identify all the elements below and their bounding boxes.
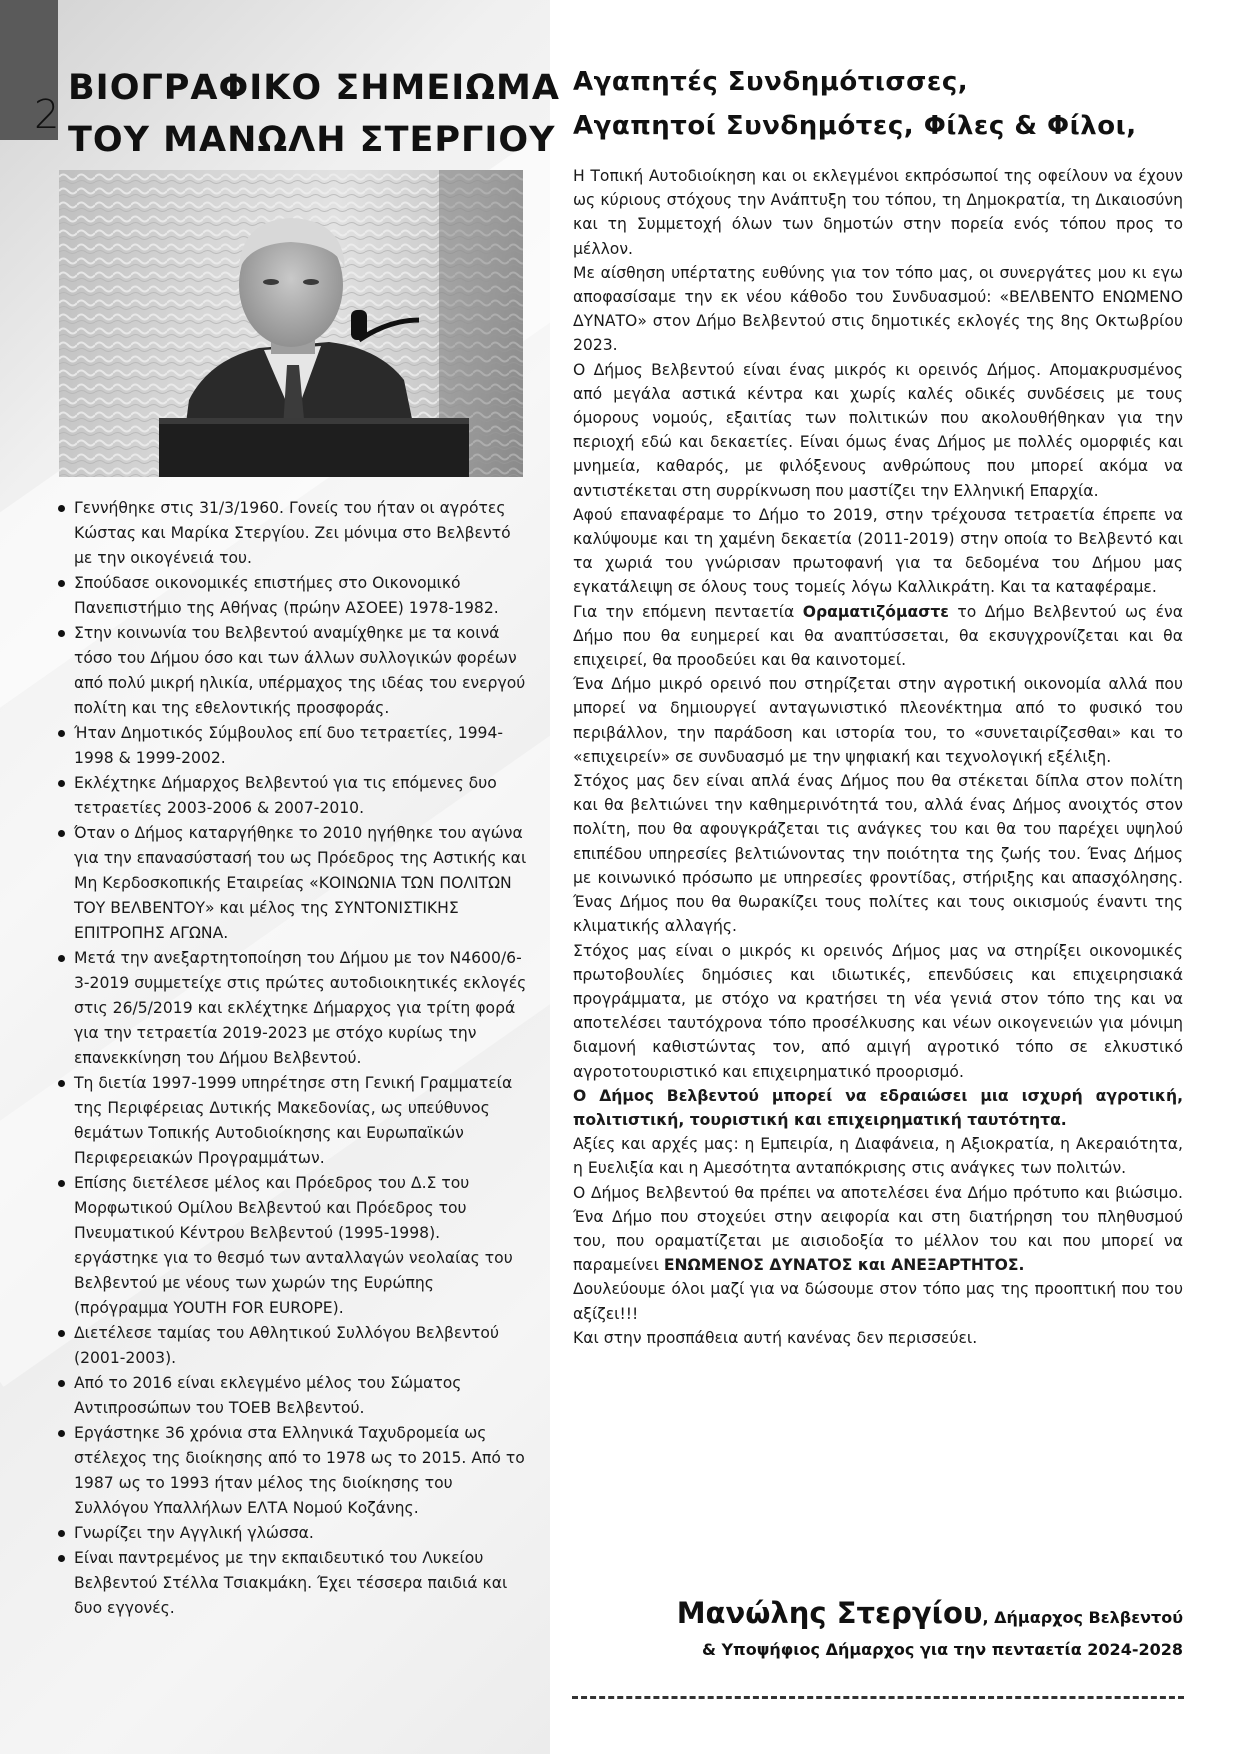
- letter-paragraph: Αφού επαναφέραμε το Δήμο το 2019, στην τρέχουσα τετραετία έπρεπε να καλύψουμε και τη χαμένη δεκαετία (2011-2019) στην οποία το Βελβεντό και τα χωριά του γνώρισαν πρωτοφανή για τα δεδομένα του Δήμου μας εγκατάλειψη σε όλους τους τομείς λόγω Καλλικράτη. Και τα καταφέραμε.: [573, 505, 1183, 597]
- signature: [573, 1596, 1183, 1659]
- letter-paragraph: Η Τοπική Αυτοδιοίκηση και οι εκλεγμένοι εκπρόσωποί της οφείλουν να έχουν ως κύριους στόχους την Ανάπτυξη του τόπου, τη Δημοκρατία, τη Δικαιοσύνη και τη Συμμετοχή όλων των δημοτών στην πορεία ενός τόπου προς το μέλλον.: [573, 167, 1183, 258]
- page-number: 2: [34, 92, 60, 138]
- signature-role: , Δήμαρχος Βελβεντού: [982, 1608, 1183, 1627]
- letter-paragraph: [573, 1181, 1183, 1278]
- letter-emphasis: ΕΝΩΜΕΝΟΣ ΔΥΝΑΤΟΣ και ΑΝΕΞΑΡΤΗΤΟΣ.: [663, 1256, 1025, 1275]
- bio-item: Διετέλεσε ταμίας του Αθλητικού Συλλόγου Βελβεντού (2001-2003).: [58, 1321, 528, 1371]
- letter-text: το Δήμο Βελβεντού ως ένα Δήμο που θα ευημερεί και θα αναπτύσσεται, θα εκσυγχρονίζεται και θα επιχειρεί, θα προοδεύει και θα καινοτομεί.: [573, 602, 1183, 670]
- bio-item: Σπούδασε οικονομικές επιστήμες στο Οικονομικό Πανεπιστήμιο της Αθήνας (πρώην ΑΣΟΕΕ) 1978-1982.: [58, 571, 528, 621]
- letter-paragraph: Ο Δήμος Βελβεντού είναι ένας μικρός κι ορεινός Δήμος. Απομακρυσμένος από μεγάλα αστικά κέντρα και χωρίς καλές οδικές συνδέσεις με τους όμορους νομούς, εξαιτίας των πολιτικών που ακολουθήθηκαν για την περιοχή εδώ και δεκαετίες. Είναι όμως ένας Δήμος με πολλές ομορφιές και μνημεία, καθαρός, με φιλόξενους ανθρώπους που μπορεί ακόμα να αντιστέκεται στη συρρίκνωση που μαστίζει την Ελληνική Επαρχία.: [573, 360, 1183, 500]
- bio-item: Από το 2016 είναι εκλεγμένο μέλος του Σώματος Αντιπροσώπων του ΤΟΕΒ Βελβεντού.: [58, 1371, 528, 1421]
- letter-greeting: [573, 60, 1183, 148]
- bio-title-line-1: ΒΙΟΓΡΑΦΙΚΟ ΣΗΜΕΙΩΜΑ: [68, 68, 560, 108]
- letter-paragraph: Και στην προσπάθεια αυτή κανένας δεν περισσεύει.: [573, 1328, 978, 1347]
- bio-item: Γνωρίζει την Αγγλική γλώσσα.: [58, 1521, 528, 1546]
- letter-text: Ο Δήμος Βελβεντού θα πρέπει να αποτελέσει ένα Δήμο πρότυπο και βιώσιμο. Ένα Δήμο που στοχεύει στην αειφορία και στη διατήρηση του πληθυσμού του, που οραματίζεται με αισιοδοξία το μέλλον του και που μπορεί να παραμείνει: [573, 1183, 1183, 1275]
- letter-paragraph: [573, 600, 1183, 673]
- letter-column: [573, 60, 1183, 1350]
- bio-item: Όταν ο Δήμος καταργήθηκε το 2010 ηγήθηκε του αγώνα για την επανασύστασή του ως Πρόεδρος της Αστικής και Μη Κερδοσκοπικής Εταιρείας «ΚΟΙΝΩΝΙΑ ΤΩΝ ΠΟΛΙΤΩΝ ΤΟΥ ΒΕΛΒΕΝΤΟΥ» και μέλος της ΣΥΝΤΟΝΙΣΤΙΚΗΣ ΕΠΙΤΡΟΠΗΣ ΑΓΩΝΑ.: [58, 821, 528, 946]
- signature-candidacy: & Υποψήφιος Δήμαρχος για την πενταετία 2024-2028: [701, 1640, 1183, 1659]
- letter-emphasis: Οραματιζόμαστε: [802, 602, 949, 621]
- bio-title-line-2: ΤΟΥ ΜΑΝΩΛΗ ΣΤΕΡΓΙΟΥ: [68, 120, 556, 160]
- greeting-line-1: Αγαπητές Συνδημότισσες,: [573, 67, 969, 97]
- letter-body: [573, 164, 1183, 1350]
- bio-title: [68, 62, 560, 166]
- letter-paragraph: Στόχος μας είναι ο μικρός κι ορεινός Δήμος μας να στηρίξει οικονομικές πρωτοβουλίες δημόσιες και ιδιωτικές, επενδύσεις και επιχειρησιακά προγράμματα, με στόχο να κρατήσει τη νέα γενιά στον τόπο της και να αποτελέσει ταυτόχρονα τόπο προσέλκυσης και νέων οικογενειών για μόνιμη διαμονή καθιστώντας τον, από αμιγή αγροτικό τόπο σε ελκυστικό αγροτοτουριστικό και επιχειρηματικό προορισμό.: [573, 941, 1183, 1081]
- bio-list: [58, 496, 528, 1621]
- bio-item: Επίσης διετέλεσε μέλος και Πρόεδρος του Δ.Σ του Μορφωτικού Ομίλου Βελβεντού και Πρόεδρος του Πνευματικού Κέντρου Βελβεντού (1995-1998). εργάστηκε για το θεσμό των ανταλλαγών νεολαίας του Βελβεντού με νέους των χωρών της Ευρώπης (πρόγραμμα YOUTH FOR EUROPE).: [58, 1171, 528, 1321]
- bio-item: Ήταν Δημοτικός Σύμβουλος επί δυο τετραετίες, 1994-1998 & 1999-2002.: [58, 721, 528, 771]
- letter-paragraph: Ένα Δήμο μικρό ορεινό που στηρίζεται στην αγροτική οικονομία αλλά που μπορεί να δημιουργεί ανταγωνιστικό πλεονέκτημα από το φυσικό του περιβάλλον, την παράδοση και ιστορία του, το «συνεταιρίζεσθαι» και το «επιχειρείν» σε συνδυασμό με την ψηφιακή και τεχνολογική εξέλιξη.: [573, 675, 1183, 766]
- bio-item: Είναι παντρεμένος με την εκπαιδευτικό του Λυκείου Βελβεντού Στέλλα Τσιακμάκη. Έχει τέσσερα παιδιά και δυο εγγονές.: [58, 1546, 528, 1621]
- bio-item: Στην κοινωνία του Βελβεντού αναμίχθηκε με τα κοινά τόσο του Δήμου όσο και των άλλων συλλογικών φορέων από πολύ μικρή ηλικία, υπέρμαχος της ιδέας του ενεργού πολίτη και της εθελοντικής προσφοράς.: [58, 621, 528, 721]
- letter-paragraph: Δουλεύουμε όλοι μαζί για να δώσουμε στον τόπο μας της προοπτική που του αξίζει!!!: [573, 1280, 1183, 1323]
- bio-item: Εργάστηκε 36 χρόνια στα Ελληνικά Ταχυδρομεία ως στέλεχος της διοίκησης από το 1978 ως το 2015. Από το 1987 ως το 1993 ήταν μέλος της διοίκησης του Συλλόγου Υπαλλήλων ΕΛΤΑ Νομού Κοζάνης.: [58, 1421, 528, 1521]
- letter-paragraph: Με αίσθηση υπέρτατης ευθύνης για τον τόπο μας, οι συνεργάτες μου κι εγω αποφασίσαμε την εκ νέου κάθοδο του Συνδυασμού: «ΒΕΛΒΕΝΤΟ ΕΝΩΜΕΝΟ ΔΥΝΑΤΟ» στον Δήμο Βελβεντού στις δημοτικές εκλογές της 8ης Οκτωβρίου 2023.: [573, 263, 1183, 355]
- greeting-line-2: Αγαπητοί Συνδημότες, Φίλες & Φίλοι,: [573, 111, 1137, 141]
- bio-item: Γεννήθηκε στις 31/3/1960. Γονείς του ήταν οι αγρότες Κώστας και Μαρίκα Στεργίου. Ζει μόνιμα στο Βελβεντό με την οικογένειά του.: [58, 496, 528, 571]
- bio-item: Μετά την ανεξαρτητοποίηση του Δήμου με τον Ν4600/6-3-2019 συμμετείχε στις πρώτες αυτοδιοικητικές εκλογές στις 26/5/2019 και εκλέχτηκε Δήμαρχος για τρίτη φορά για την τετραετία 2019-2023 με στόχο κυρίως την επανεκκίνηση του Δήμου Βελβεντού.: [58, 946, 528, 1071]
- portrait-photo: [59, 170, 523, 477]
- signature-name: Μανώλης Στεργίου: [676, 1596, 983, 1630]
- bio-item: Τη διετία 1997-1999 υπηρέτησε στη Γενική Γραμματεία της Περιφέρειας Δυτικής Μακεδονίας, ως υπεύθυνος θεμάτων Τοπικής Αυτοδιοίκησης και Ευρωπαϊκών Περιφερειακών Προγραμμάτων.: [58, 1071, 528, 1171]
- letter-text: Για την επόμενη πενταετία: [573, 602, 803, 621]
- portrait-illustration: [59, 170, 523, 477]
- letter-paragraph: Στόχος μας δεν είναι απλά ένας Δήμος που θα στέκεται δίπλα στον πολίτη και θα βελτιώνει την καθημερινότητά του, αλλά ένας Δήμος ανοιχτός στον πολίτη, που θα αφουγκράζεται τις ανάγκες του και θα του παρέχει υψηλού επιπέδου υπηρεσίες βελτιώνοντας την ποιότητα της ζωής του. Ένας Δήμος με κοινωνικό πρόσωπο με υπηρεσίες φροντίδας, στήριξης και απασχόλησης. Ένας Δήμος που θα θωρακίζει τους πολίτες και τους οικισμούς έναντι της κλιματικής αλλαγής.: [573, 772, 1183, 936]
- letter-paragraph: [573, 1084, 1183, 1132]
- letter-emphasis: Ο Δήμος Βελβεντού μπορεί να εδραιώσει μια ισχυρή αγροτική, πολιτιστική, τουριστική και επιχειρηματική ταυτότητα.: [573, 1086, 1183, 1129]
- dashed-divider: [572, 1696, 1184, 1699]
- signature-line-1: [573, 1596, 1183, 1630]
- letter-paragraph: Αξίες και αρχές μας: η Εμπειρία, η Διαφάνεια, η Αξιοκρατία, η Ακεραιότητα, η Ευελιξία και η Αμεσότητα ανταπόκρισης στις ανάγκες των πολιτών.: [573, 1135, 1183, 1178]
- bio-item: Εκλέχτηκε Δήμαρχος Βελβεντού για τις επόμενες δυο τετραετίες 2003-2006 & 2007-2010.: [58, 771, 528, 821]
